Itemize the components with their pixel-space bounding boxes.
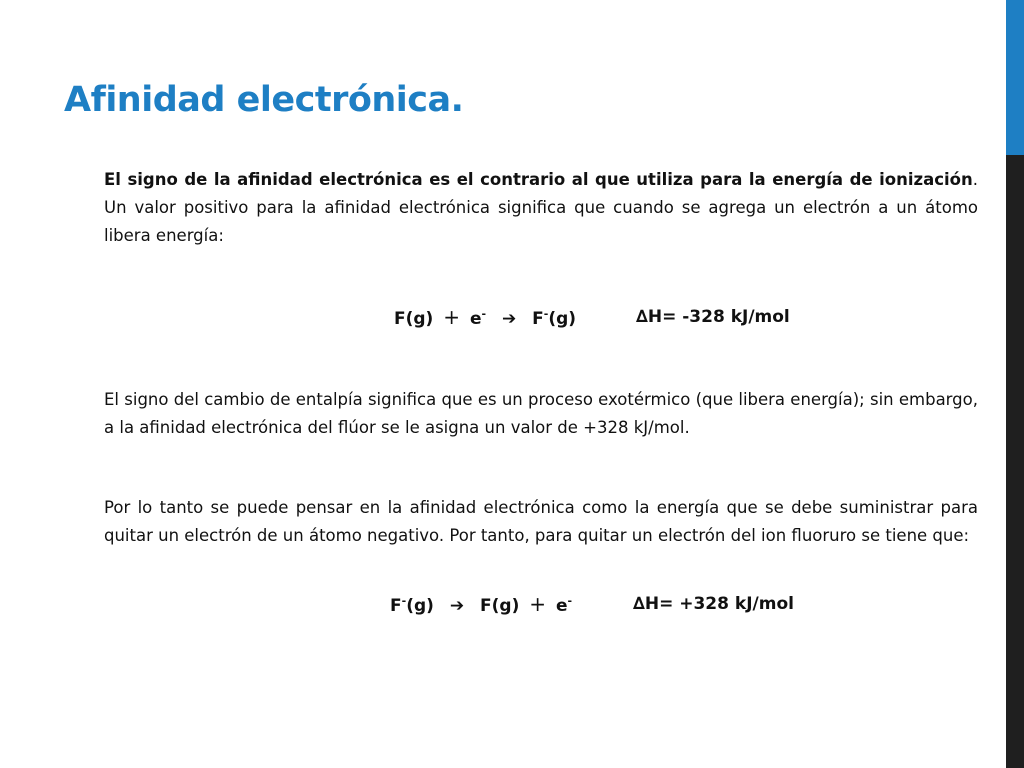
paragraph-1-rest: . Un valor positivo para la afinidad electrónica significa que cuando se agrega un electrón a un átomo libera energía: bbox=[104, 170, 978, 245]
eq1-electron-charge: - bbox=[481, 307, 487, 321]
eq1-enthalpy: ∆H= -328 kJ/mol bbox=[636, 307, 790, 327]
eq1-reactant-1: F(g) bbox=[394, 309, 434, 329]
eq1-product-1 bbox=[532, 305, 576, 333]
accent-side-bar bbox=[1006, 0, 1024, 768]
eq1-electron bbox=[470, 305, 486, 333]
eq2-plus: + bbox=[529, 592, 547, 616]
paragraph-3: Por lo tanto se puede pensar en la afinidad electrónica como la energía que se debe suministrar para quitar un electrón de un átomo negativo. Por tanto, para quitar un electrón del ion fluoruro se tiene que: bbox=[104, 498, 978, 545]
paragraph-2: El signo del cambio de entalpía significa que es un proceso exotérmico (que libera energía); sin embargo, a la afinidad electrónica del flúor se le asigna un valor de +328 kJ/mol. bbox=[104, 390, 978, 437]
eq2-reactant-1 bbox=[390, 592, 434, 620]
paragraph-1 bbox=[104, 166, 978, 250]
eq1-electron-symbol: e bbox=[469, 309, 482, 329]
paragraph-1-bold-lead: El signo de la afinidad electrónica es el contrario al que utiliza para la energía de ionización bbox=[104, 170, 973, 189]
accent-bar-dark-segment bbox=[1006, 155, 1024, 768]
eq1-arrow-icon: ➔ bbox=[501, 309, 517, 329]
eq2-reactant-symbol: F bbox=[390, 596, 402, 616]
equation-2 bbox=[390, 590, 572, 620]
slide-title: Afinidad electrónica. bbox=[64, 80, 464, 120]
eq2-electron-symbol: e bbox=[555, 596, 568, 616]
eq1-product-symbol: F bbox=[532, 309, 544, 329]
eq1-product-state: (g) bbox=[548, 309, 577, 329]
eq1-product-charge: - bbox=[543, 307, 549, 321]
eq2-product-1: F(g) bbox=[480, 596, 520, 616]
eq2-reactant-charge: - bbox=[401, 594, 407, 608]
eq2-arrow-icon: ➔ bbox=[449, 596, 465, 616]
eq2-enthalpy: ∆H= +328 kJ/mol bbox=[633, 594, 794, 614]
accent-bar-blue-segment bbox=[1006, 0, 1024, 155]
eq2-electron-charge: - bbox=[567, 594, 573, 608]
eq1-plus: + bbox=[443, 305, 461, 329]
eq2-electron bbox=[556, 592, 572, 620]
equation-1 bbox=[394, 303, 576, 333]
eq2-reactant-state: (g) bbox=[406, 596, 434, 616]
